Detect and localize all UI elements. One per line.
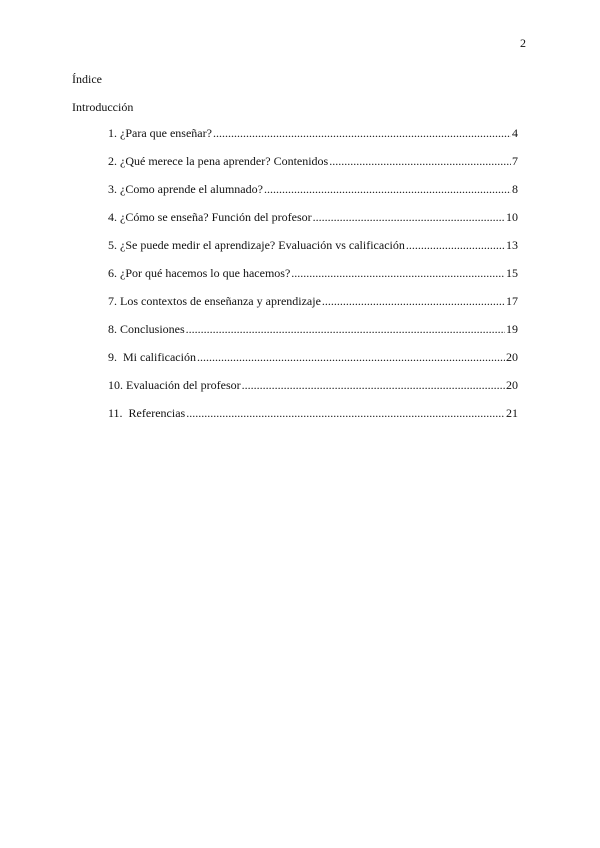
toc-entry-1[interactable]: [108, 126, 518, 154]
toc-entry-label: 2. ¿Qué merece la pena aprender? Contenidos: [108, 154, 329, 168]
toc-entry-6[interactable]: [108, 266, 518, 294]
toc-dot-leader: [322, 294, 505, 309]
toc-dot-leader: [291, 266, 505, 281]
toc-entry-label: 5. ¿Se puede medir el aprendizaje? Evaluación vs calificación: [108, 238, 405, 252]
toc-entry-label: 8. Conclusiones: [108, 322, 185, 336]
toc-entry-page: 7: [512, 154, 518, 168]
toc-entry-label: 11. Referencias: [108, 406, 186, 420]
toc-entry-label: 1. ¿Para que enseñar?: [108, 126, 212, 140]
toc-entry-4[interactable]: [108, 210, 518, 238]
toc-entry-10[interactable]: [108, 378, 518, 406]
toc-entry-label: 10. Evaluación del profesor: [108, 378, 241, 392]
toc-entry-page: 20: [506, 350, 518, 364]
toc-entry-label: 6. ¿Por qué hacemos lo que hacemos?: [108, 266, 291, 280]
toc-entry-label: 3. ¿Como aprende el alumnado?: [108, 182, 263, 196]
toc-dot-leader: [197, 350, 505, 365]
toc-entry-3[interactable]: [108, 182, 518, 210]
introduction-heading[interactable]: Introducción: [72, 100, 134, 114]
table-of-contents: [108, 126, 518, 434]
toc-entry-page: 13: [506, 238, 518, 252]
toc-dot-leader: [406, 238, 505, 253]
toc-entry-5[interactable]: [108, 238, 518, 266]
toc-dot-leader: [264, 182, 511, 197]
index-heading: Índice: [72, 72, 102, 86]
toc-entry-page: 20: [506, 378, 518, 392]
toc-entry-label: 4. ¿Cómo se enseña? Función del profesor: [108, 210, 312, 224]
toc-dot-leader: [329, 154, 511, 169]
toc-entry-11[interactable]: [108, 406, 518, 434]
toc-dot-leader: [186, 406, 505, 421]
toc-entry-2[interactable]: [108, 154, 518, 182]
toc-dot-leader: [186, 322, 505, 337]
toc-entry-page: 21: [506, 406, 518, 420]
toc-entry-page: 8: [512, 182, 518, 196]
toc-dot-leader: [313, 210, 505, 225]
toc-entry-label: 9. Mi calificación: [108, 350, 196, 364]
toc-entry-label: 7. Los contextos de enseñanza y aprendizaje: [108, 294, 321, 308]
toc-entry-page: 17: [506, 294, 518, 308]
toc-entry-page: 19: [506, 322, 518, 336]
toc-entry-9[interactable]: [108, 350, 518, 378]
toc-entry-page: 15: [506, 266, 518, 280]
toc-dot-leader: [213, 126, 511, 141]
toc-entry-page: 10: [506, 210, 518, 224]
toc-entry-8[interactable]: [108, 322, 518, 350]
page-number: 2: [520, 36, 526, 50]
toc-entry-page: 4: [512, 126, 518, 140]
toc-entry-7[interactable]: [108, 294, 518, 322]
toc-dot-leader: [242, 378, 505, 393]
